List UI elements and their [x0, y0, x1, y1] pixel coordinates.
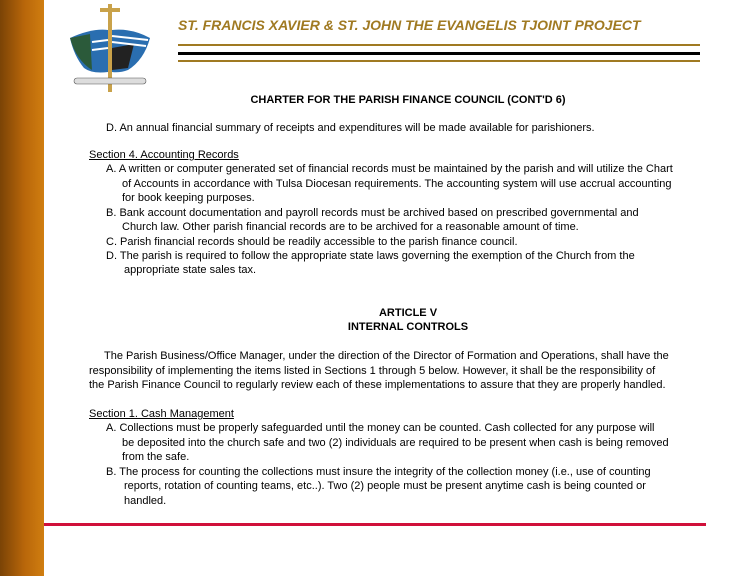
footer-rule: [44, 523, 706, 526]
charter-title: CHARTER FOR THE PARISH FINANCE COUNCIL (CONT'D 6): [250, 94, 566, 106]
section4-item-d-cont: appropriate state sales tax.: [124, 264, 257, 276]
section4-item-a-cont: of Accounts in accordance with Tulsa Diocesan requirements. The accounting system will use accrual accounting: [122, 178, 672, 190]
intro-line: the Parish Finance Council to regularly review each of these implementations to assure that they are properly handled.: [89, 379, 666, 391]
section4-item-a: A. A written or computer generated set of financial records must be maintained by the parish and will utilize the Chart: [106, 163, 673, 175]
header-rule-black: [178, 52, 700, 55]
section1-item-a-cont: from the safe.: [122, 451, 190, 463]
section1-item-b: B. The process for counting the collections must insure the integrity of the collection money (i.e., use of counting: [106, 466, 651, 478]
item-d-summary: D. An annual financial summary of receipts and expenditures will be made available for parishioners.: [106, 122, 595, 134]
section4-item-d: D. The parish is required to follow the appropriate state laws governing the exemption of the Church from the: [106, 250, 635, 262]
intro-line: responsibility of implementing the items listed in Sections 1 through 5 below. However, it shall be the responsibility of: [89, 365, 656, 377]
section4-item-b-cont: Church law. Other parish financial records are to be archived for a reasonable amount of time.: [122, 221, 579, 233]
article-title: INTERNAL CONTROLS: [347, 321, 469, 333]
section1-item-b-cont: reports, rotation of counting teams, etc..). Two (2) people must be present anytime cash is being counted or: [124, 480, 646, 492]
header-rule-gold: [178, 44, 700, 46]
sidebar-bar: [0, 0, 44, 576]
parish-crest-logo: [62, 0, 158, 96]
section4-item-b: B. Bank account documentation and payroll records must be archived based on prescribed governmental and: [106, 207, 639, 219]
section4-heading: Section 4. Accounting Records: [89, 149, 239, 161]
intro-line: The Parish Business/Office Manager, under the direction of the Director of Formation and Operations, shall have the: [104, 350, 669, 362]
article-number: ARTICLE V: [378, 307, 438, 319]
header-rule-gold: [178, 60, 700, 62]
page-header-title: ST. FRANCIS XAVIER & ST. JOHN THE EVANGELIS TJOINT PROJECT: [178, 17, 641, 33]
section1-item-a: A. Collections must be properly safeguarded until the money can be counted. Cash collected for any purpose will: [106, 422, 655, 434]
section1-item-a-cont: be deposited into the church safe and two (2) individuals are required to be present when cash is being removed: [122, 437, 669, 449]
section1-item-b-cont: handled.: [124, 495, 167, 507]
section4-item-a-cont: for book keeping purposes.: [122, 192, 255, 204]
section4-item-c: C. Parish financial records should be readily accessible to the parish finance council.: [106, 236, 518, 248]
section1-heading: Section 1. Cash Management: [89, 408, 234, 420]
